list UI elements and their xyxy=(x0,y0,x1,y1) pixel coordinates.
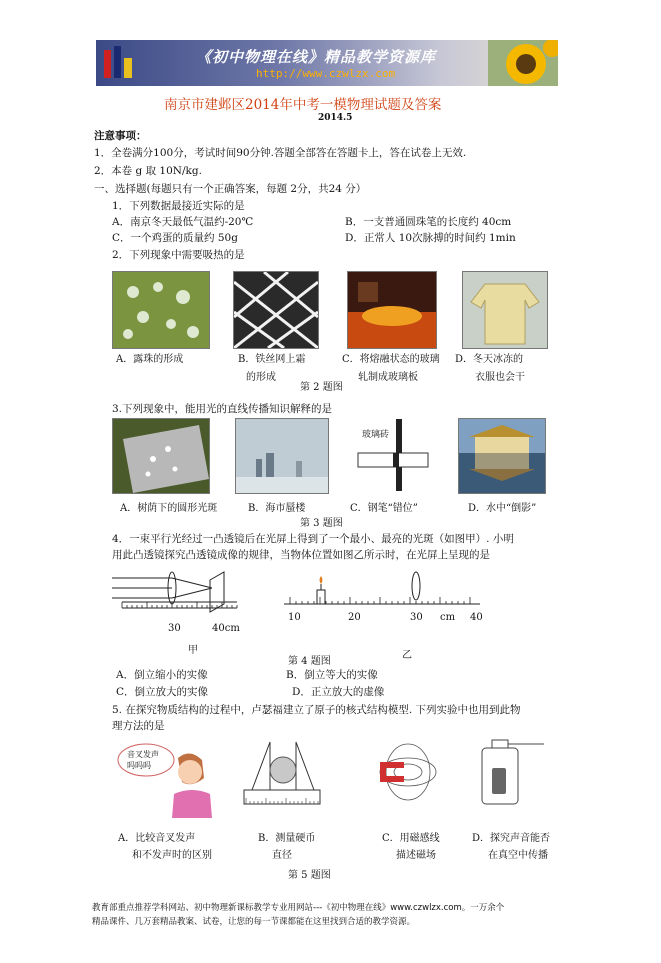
notes-heading: 注意事项： xyxy=(94,130,147,142)
q5-caption-c2: 描述磁场 xyxy=(396,850,436,861)
fig4a-tick-40: 40cm xyxy=(212,623,240,634)
coin-measure-figure xyxy=(242,738,322,808)
fig4b-tick-20: 20 xyxy=(348,612,361,623)
q5-stem-1: 5. 在探究物质结构的过程中，卢瑟福建立了原子的核式结构模型. 下列实验中也用到此物 xyxy=(112,704,521,716)
bubble-text-1: 音叉发声 xyxy=(127,750,159,759)
q2-figure-label: 第 2 题图 xyxy=(300,382,343,393)
q1-option-a: A．南京冬天最低气温约-20℃ xyxy=(112,216,254,228)
q4-option-a: A．倒立缩小的实像 xyxy=(116,669,208,681)
q4-stem-2: 用此凸透镜探究凸透镜成像的规律，当物体位置如图乙所示时，在光屏上呈现的是 xyxy=(112,549,490,561)
q3-figure-label: 第 3 题图 xyxy=(300,518,343,529)
q2-caption-b1: B．铁丝网上霜 xyxy=(238,354,306,365)
shade-light-spot-photo xyxy=(112,418,210,494)
q5-caption-a2: 和不发声时的区别 xyxy=(132,850,212,861)
fig4b-label: 乙 xyxy=(402,650,412,661)
q4-figure-label: 第 4 题图 xyxy=(288,656,331,667)
bell-jar-vacuum-figure xyxy=(470,738,550,808)
section-heading: 一、选择题(每题只有一个正确答案，每题 2分，共24 分） xyxy=(94,183,367,195)
banner-url[interactable]: http://www.czwlzx.com xyxy=(256,67,396,80)
pen-glass-figure xyxy=(345,418,439,494)
header-banner xyxy=(96,40,558,86)
frozen-clothes-photo xyxy=(462,271,548,349)
note-1: 1．全卷满分100分，考试时间90分钟.答题全部答在答题卡上，答在试卷上无效. xyxy=(94,147,467,159)
banner-title: 《初中物理在线》精品教学资源库 xyxy=(196,48,437,66)
q5-figure-label: 第 5 题图 xyxy=(288,870,331,881)
q4-option-b: B．倒立等大的实像 xyxy=(286,669,378,681)
q4-stem-1: 4．一束平行光经过一凸透镜后在光屏上得到了一个最小、最亮的光斑（如图甲）. 小明 xyxy=(112,533,514,545)
q1-option-b: B．一支普通圆珠笔的长度约 40cm xyxy=(345,216,512,228)
fig4a-label: 甲 xyxy=(188,645,198,656)
q3-caption-b: B．海市蜃楼 xyxy=(248,503,306,514)
q2-caption-c1: C．将熔融状态的玻璃 xyxy=(342,354,440,365)
fig4b-unit: cm xyxy=(440,612,456,623)
mirage-photo xyxy=(235,418,329,494)
q3-caption-d: D．水中“倒影” xyxy=(468,503,537,514)
q5-stem-2: 理方法的是 xyxy=(112,720,165,732)
note-2: 2．本卷 g 取 10N/kg. xyxy=(94,165,202,177)
fig4a-tick-30: 30 xyxy=(168,623,181,634)
q1-option-c: C．一个鸡蛋的质量约 50g xyxy=(112,232,238,244)
q5-caption-a1: A．比较音叉发声 xyxy=(118,833,196,844)
dew-photo xyxy=(112,271,210,349)
sunflower-icon xyxy=(488,40,558,86)
fig4b-tick-10: 10 xyxy=(288,612,301,623)
footer-line-2: 精品课件、几万套精品教案、试卷，让您的每一节课都能在这里找到合适的教学资源。 xyxy=(92,917,416,927)
molten-glass-photo xyxy=(347,271,437,349)
q2-caption-b2: 的形成 xyxy=(246,372,276,383)
q2-caption-a: A．露珠的形成 xyxy=(116,354,184,365)
q2-caption-d2: 衣服也会干 xyxy=(475,372,525,383)
q5-caption-b2: 直径 xyxy=(272,850,292,861)
q5-caption-b1: B．测量硬币 xyxy=(258,833,316,844)
footer-line-1: 教育部重点推荐学科网站、初中物理新课标教学专业用网站---《初中物理在线》www.czwlzx.com。一万余个 xyxy=(92,903,505,913)
frost-wire-photo xyxy=(233,271,319,349)
q2-caption-c2: 轧制成玻璃板 xyxy=(358,372,418,383)
magnet-field-lines-figure xyxy=(360,738,440,808)
glass-brick-label: 玻璃砖 xyxy=(362,430,390,440)
exam-date: 2014.5 xyxy=(318,113,353,123)
fig4b-tick-30: 30 xyxy=(410,612,423,623)
q5-caption-c1: C．用磁感线 xyxy=(382,833,440,844)
q3-caption-a: A．树荫下的圆形光斑 xyxy=(120,503,218,514)
bubble-text-2: 吗吗吗 xyxy=(127,761,151,770)
fig4b-tick-40: 40 xyxy=(470,612,483,623)
site-logo-icon xyxy=(102,44,136,82)
q3-caption-c: C．钢笔“错位” xyxy=(350,503,418,514)
q2-stem: 2．下列现象中需要吸热的是 xyxy=(112,249,245,261)
water-reflection-photo xyxy=(458,418,546,494)
q5-caption-d1: D．探究声音能否 xyxy=(472,833,551,844)
q5-caption-d2: 在真空中传播 xyxy=(488,850,548,861)
q1-stem: 1．下列数据最接近实际的是 xyxy=(112,200,245,212)
q4-option-d: D．正立放大的虚像 xyxy=(292,686,385,698)
q1-option-d: D．正常人 10次脉搏的时间约 1min xyxy=(345,232,516,244)
q3-stem: 3.下列现象中，能用光的直线传播知识解释的是 xyxy=(112,403,333,415)
q2-caption-d1: D．冬天冰冻的 xyxy=(455,354,524,365)
page-title: 南京市建邺区2014年中考一模物理试题及答案 xyxy=(164,97,442,113)
q4-option-c: C．倒立放大的实像 xyxy=(116,686,209,698)
